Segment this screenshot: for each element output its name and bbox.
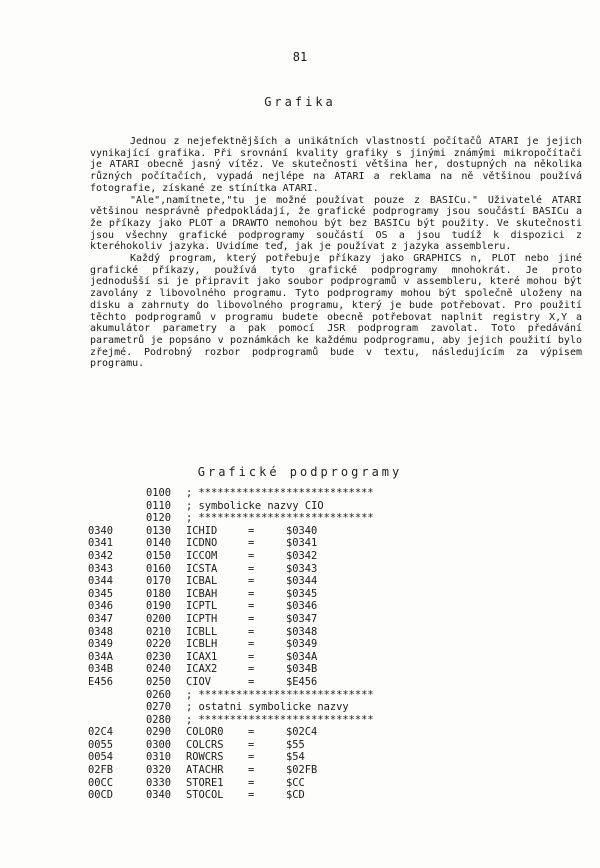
listing-line-number: 0210 [146,625,172,638]
listing-value: $0346 [286,600,318,613]
listing-label: ICPTH [186,612,218,625]
listing-label: ICAX1 [186,650,218,663]
listing-operator: = [248,789,255,802]
listing-line-number: 0300 [146,738,172,751]
listing-line-number: 0170 [146,575,172,588]
listing-label: ICAX2 [186,663,218,676]
listing-row [88,701,374,714]
listing-row [88,714,374,727]
listing-value: $0349 [286,638,318,651]
listing-operator: = [248,549,255,562]
listing-operator: = [248,575,255,588]
listing-row [88,537,374,550]
listing-line-number: 0310 [146,751,172,764]
listing-label: COLOR0 [186,726,224,739]
listing-comment: ; **************************** [186,487,374,499]
listing-line-number: 0150 [146,549,172,562]
section-heading: Grafika [264,95,336,109]
listing-line-number: 0280 [146,713,172,726]
listing-address: 00CC [88,776,114,789]
listing-label: ATACHR [186,764,224,777]
listing-line-number: 0220 [146,638,172,651]
listing-comment: ; **************************** [186,713,374,726]
listing-row [88,663,374,676]
listing-row [88,651,374,664]
listing-label: COLCRS [186,738,224,751]
listing-line-number: 0250 [146,675,172,688]
listing-label: STOCOL [186,789,224,802]
listing-operator: = [248,612,255,625]
listing-comment: ; **************************** [186,512,374,525]
listing-line-number: 0340 [146,789,172,802]
listing-address: 00CD [88,789,114,802]
listing-line-number: 0180 [146,587,172,600]
listing-address: 0347 [88,612,114,625]
listing-row [88,500,374,513]
listing-row [88,563,374,576]
listing-heading: Grafické podprogramy [197,465,403,479]
listing-row [88,575,374,588]
listing-address: 0341 [88,537,114,550]
listing-value: $E456 [286,675,318,688]
listing-operator: = [248,751,255,764]
listing-address: 0342 [88,549,114,562]
listing-row [88,689,374,702]
listing-row [88,626,374,639]
listing-line-number: 0260 [146,688,172,701]
listing-operator: = [248,600,255,613]
listing-line-number: 0110 [146,499,172,512]
listing-operator: = [248,562,255,575]
listing-value: $0348 [286,625,318,638]
listing-row [88,588,374,601]
listing-address: E456 [88,675,114,688]
listing-value: $54 [286,751,305,764]
listing-line-number: 0290 [146,726,172,739]
listing-address: 0349 [88,638,114,651]
listing-address: 0055 [88,738,114,751]
listing-line-number: 0270 [146,701,172,714]
listing-row [88,764,374,777]
listing-address: 0348 [88,625,114,638]
listing-comment: ; **************************** [186,688,374,701]
listing-line-number: 0190 [146,600,172,613]
paragraph: Každý program, který potřebuje příkazy jako GRAPHICS n, PLOT nebo jiné grafické příkazy, používá tyto grafické podprogramy mnohokrát. Je proto jednodušší si je připravit jako soubor podprogramů v assembleru, které mohou být zavolány z libovolného programu. Tyto podprogramy mohou být společně uloženy na disku a zahrnuty do libovolného programu, který je bude potřebovat. Pro použití těchto podprogramů v programu budete obecně potřebovat naplnit registry X,Y a akumulátor parametry a pak pomocí JSR podprogram zavolat. Toto předávání parametrů je popsáno v poznámkách ke každému podprogramu, aby jejich použití bylo zřejmé. Podrobný rozbor podprogramů bude v textu, následujícím za výpisem programu. [90,253,582,370]
listing-operator: = [248,537,255,550]
listing-row [88,550,374,563]
listing-line-number: 0240 [146,663,172,676]
listing-value: $0345 [286,587,318,600]
listing-value: $0342 [286,549,318,562]
listing-row [88,638,374,651]
listing-value: $0344 [286,575,318,588]
listing-row [88,613,374,626]
listing-label: ICBAL [186,575,218,588]
listing-line-number: 0230 [146,650,172,663]
listing-comment: ; symbolicke nazvy CIO [186,499,324,512]
listing-label: ICHID [186,524,218,537]
listing-address: 0345 [88,587,114,600]
listing-operator: = [248,638,255,651]
listing-operator: = [248,726,255,739]
listing-address: 034B [88,663,114,676]
paragraph: Jednou z nejefektnějších a unikátních vlastností počítačů ATARI je jejich vynikající grafika. Při srovnání kvality grafiky s jinými známými mikropočítači je ATARI obecně jasný vítěz. Ve skutečnosti většina her, dostupných na několika různých počítačích, vypadá nejlépe na ATARI a reklama na ně většinou používá fotografie, získané ze stínítka ATARI. [90,136,582,194]
listing-line-number: 0120 [146,512,172,525]
listing-label: ICSTA [186,562,218,575]
listing-line-number: 0320 [146,764,172,777]
listing-row [88,525,374,538]
listing-comment: ; ostatni symbolicke nazvy [186,701,349,714]
listing-line-number: 0160 [146,562,172,575]
listing-row [88,726,374,739]
listing-label: ICDNO [186,537,218,550]
listing-value: $55 [286,738,305,751]
listing-label: ICBLH [186,638,218,651]
listing-value: $CC [286,776,305,789]
listing-label: ICBAH [186,587,218,600]
listing-operator: = [248,764,255,777]
listing-address: 034A [88,650,114,663]
listing-value: $02FB [286,764,318,777]
listing-operator: = [248,675,255,688]
listing-operator: = [248,663,255,676]
listing-line-number: 0330 [146,776,172,789]
listing-label: ROWCRS [186,751,224,764]
listing-label: ICCOM [186,549,218,562]
listing-row [88,777,374,790]
listing-operator: = [248,776,255,789]
listing-line-number: 0100 [146,487,172,499]
listing-label: CIOV [186,675,212,688]
listing-row [88,600,374,613]
listing-label: STORE1 [186,776,224,789]
listing-value: $034A [286,650,318,663]
listing-address: 0054 [88,751,114,764]
listing-operator: = [248,738,255,751]
listing-row [88,487,374,500]
listing-row [88,739,374,752]
listing-line-number: 0140 [146,537,172,550]
listing-address: 0346 [88,600,114,613]
listing-label: ICBLL [186,625,218,638]
listing-value: $0341 [286,537,318,550]
listing-row [88,676,374,689]
listing-line-number: 0130 [146,524,172,537]
listing-line-number: 0200 [146,612,172,625]
listing-row [88,751,374,764]
listing-row [88,512,374,525]
listing-operator: = [248,650,255,663]
listing-value: $CD [286,789,305,802]
listing-value: $0343 [286,562,318,575]
listing-operator: = [248,625,255,638]
listing-address: 0343 [88,562,114,575]
listing-label: ICPTL [186,600,218,613]
page-number: 81 [292,50,308,64]
listing-value: $0340 [286,524,318,537]
listing-operator: = [248,524,255,537]
listing-address: 0344 [88,575,114,588]
listing-operator: = [248,587,255,600]
paragraph: "Ale",namítnete,"tu je možné používat pouze z BASICu." Uživatelé ATARI většinou nesprávně předpokládají, že grafické podprogramy jsou součástí BASICu a že příkazy jako PLOT a DRAWTO nemohou být bez BASICu být použity. Ve skutečnosti jsou všechny grafické podprogramy součástí OS a jsou tudíž k dispozici z kteréhokoliv jazyka. Uvidíme teď, jak je používat z jazyka assembleru. [90,194,582,253]
listing-value: $034B [286,663,318,676]
listing-address: 0340 [88,524,114,537]
listing-address: 02C4 [88,726,114,739]
listing-address: 02FB [88,764,114,777]
listing-value: $02C4 [286,726,318,739]
body-text [90,136,582,370]
assembler-listing [88,487,374,802]
listing-value: $0347 [286,612,318,625]
listing-row [88,789,374,802]
